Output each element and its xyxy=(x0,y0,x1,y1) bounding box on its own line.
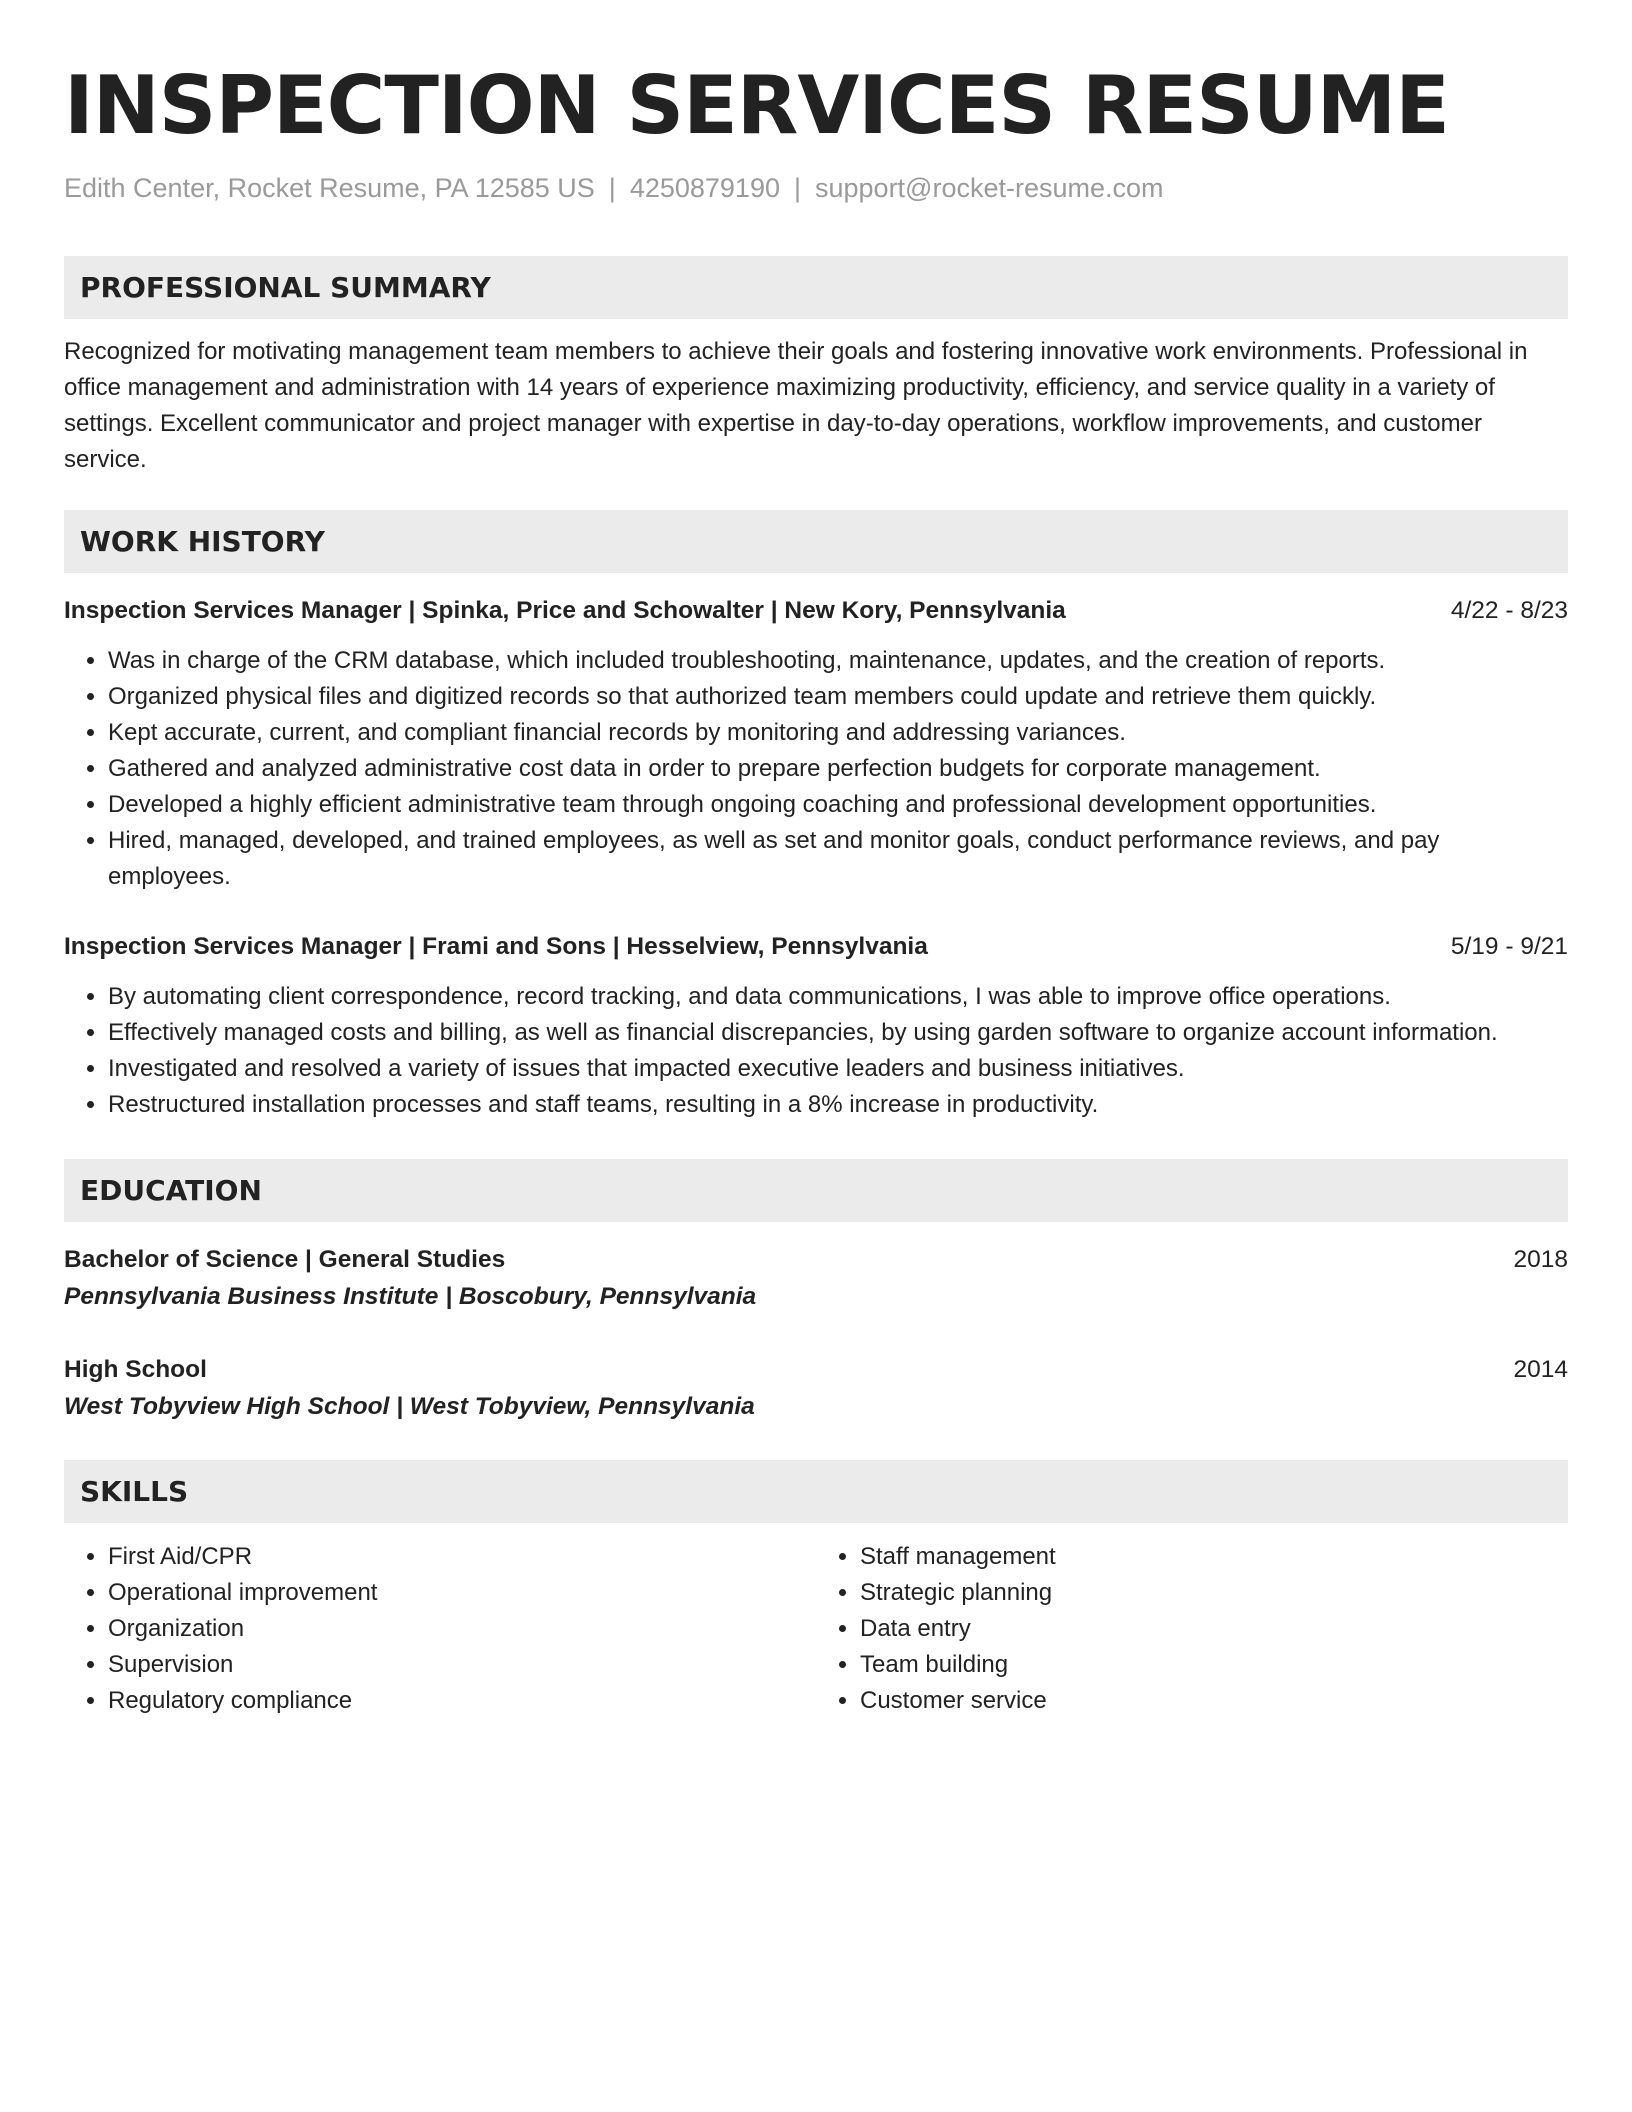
education-header xyxy=(64,1352,1568,1388)
skill-item: • Regulatory compliance xyxy=(108,1683,816,1719)
skill-item: • Operational improvement xyxy=(108,1575,816,1611)
job-bullet: • Organized physical files and digitized records so that authorized team members could update and retrieve them quickly. xyxy=(108,679,1568,715)
job-entry xyxy=(64,929,1568,1123)
job-bullet: • Was in charge of the CRM database, which included troubleshooting, maintenance, updates, and the creation of reports. xyxy=(108,643,1568,679)
job-dates: 5/19 - 9/21 xyxy=(1450,933,1568,960)
skills-section-header: SKILLS xyxy=(64,1460,1568,1523)
skill-item: • Strategic planning xyxy=(860,1575,1568,1611)
job-bullet: • Gathered and analyzed administrative cost data in order to prepare perfection budgets for corporate management. xyxy=(108,751,1568,787)
job-bullet: • Restructured installation processes and staff teams, resulting in a 8% increase in productivity. xyxy=(108,1087,1568,1123)
contact-address: Edith Center, Rocket Resume, PA 12585 US xyxy=(64,173,595,203)
job-bullets xyxy=(64,979,1568,1123)
job-bullet: • Investigated and resolved a variety of issues that impacted executive leaders and business initiatives. xyxy=(108,1051,1568,1087)
job-header xyxy=(64,593,1568,629)
skills-list xyxy=(64,1539,1568,1719)
work-history-section-header: WORK HISTORY xyxy=(64,510,1568,573)
education-entry xyxy=(64,1352,1568,1426)
skills-column-right xyxy=(816,1539,1568,1719)
contact-separator: | xyxy=(793,173,801,203)
job-bullet: • Effectively managed costs and billing, as well as financial discrepancies, by using garden software to organize account information. xyxy=(108,1015,1568,1051)
skill-item: • Staff management xyxy=(860,1539,1568,1575)
job-dates: 4/22 - 8/23 xyxy=(1450,597,1568,624)
job-title: Inspection Services Manager | Frami and Sons | Hesselview, Pennsylvania xyxy=(64,933,928,960)
skill-item: • First Aid/CPR xyxy=(108,1539,816,1575)
education-header xyxy=(64,1242,1568,1278)
job-bullet: • Kept accurate, current, and compliant financial records by monitoring and addressing variances. xyxy=(108,715,1568,751)
education-year: 2014 xyxy=(1513,1356,1568,1383)
contact-email: support@rocket-resume.com xyxy=(815,173,1164,203)
education-year: 2018 xyxy=(1513,1246,1568,1273)
job-header xyxy=(64,929,1568,965)
contact-phone: 4250879190 xyxy=(629,173,780,203)
job-title: Inspection Services Manager | Spinka, Price and Schowalter | New Kory, Pennsylvania xyxy=(64,597,1066,624)
education-school: Pennsylvania Business Institute | Boscobury, Pennsylvania xyxy=(64,1283,757,1310)
skill-item: • Organization xyxy=(108,1611,816,1647)
job-bullets xyxy=(64,643,1568,895)
skills-column-left xyxy=(64,1539,816,1719)
skill-item: • Team building xyxy=(860,1647,1568,1683)
contact-line xyxy=(64,170,1568,206)
job-entry xyxy=(64,593,1568,895)
education-degree: Bachelor of Science | General Studies xyxy=(64,1246,506,1273)
job-bullet: • Developed a highly efficient administrative team through ongoing coaching and professional development opportunities. xyxy=(108,787,1568,823)
education-degree: High School xyxy=(64,1356,207,1383)
education-school: West Tobyview High School | West Tobyview, Pennsylvania xyxy=(64,1393,755,1420)
summary-section-header: PROFESSIONAL SUMMARY xyxy=(64,256,1568,319)
skill-item: • Data entry xyxy=(860,1611,1568,1647)
skill-item: • Supervision xyxy=(108,1647,816,1683)
education-entry xyxy=(64,1242,1568,1316)
resume-title: INSPECTION SERVICES RESUME xyxy=(64,59,1449,152)
education-section-header: EDUCATION xyxy=(64,1159,1568,1222)
job-bullet: • Hired, managed, developed, and trained employees, as well as set and monitor goals, conduct performance reviews, and pay employees. xyxy=(108,823,1568,895)
summary-text: Recognized for motivating management team members to achieve their goals and fostering innovative work environments. Professional in office management and administration with 14 years of experience maximizing productivity, efficiency, and service quality in a variety of settings. Excellent communicator and project manager with expertise in day-to-day operations, workflow improvements, and customer service. xyxy=(64,338,1528,473)
job-bullet: • By automating client correspondence, record tracking, and data communications, I was able to improve office operations. xyxy=(108,979,1568,1015)
contact-separator: | xyxy=(608,173,616,203)
skill-item: • Customer service xyxy=(860,1683,1568,1719)
